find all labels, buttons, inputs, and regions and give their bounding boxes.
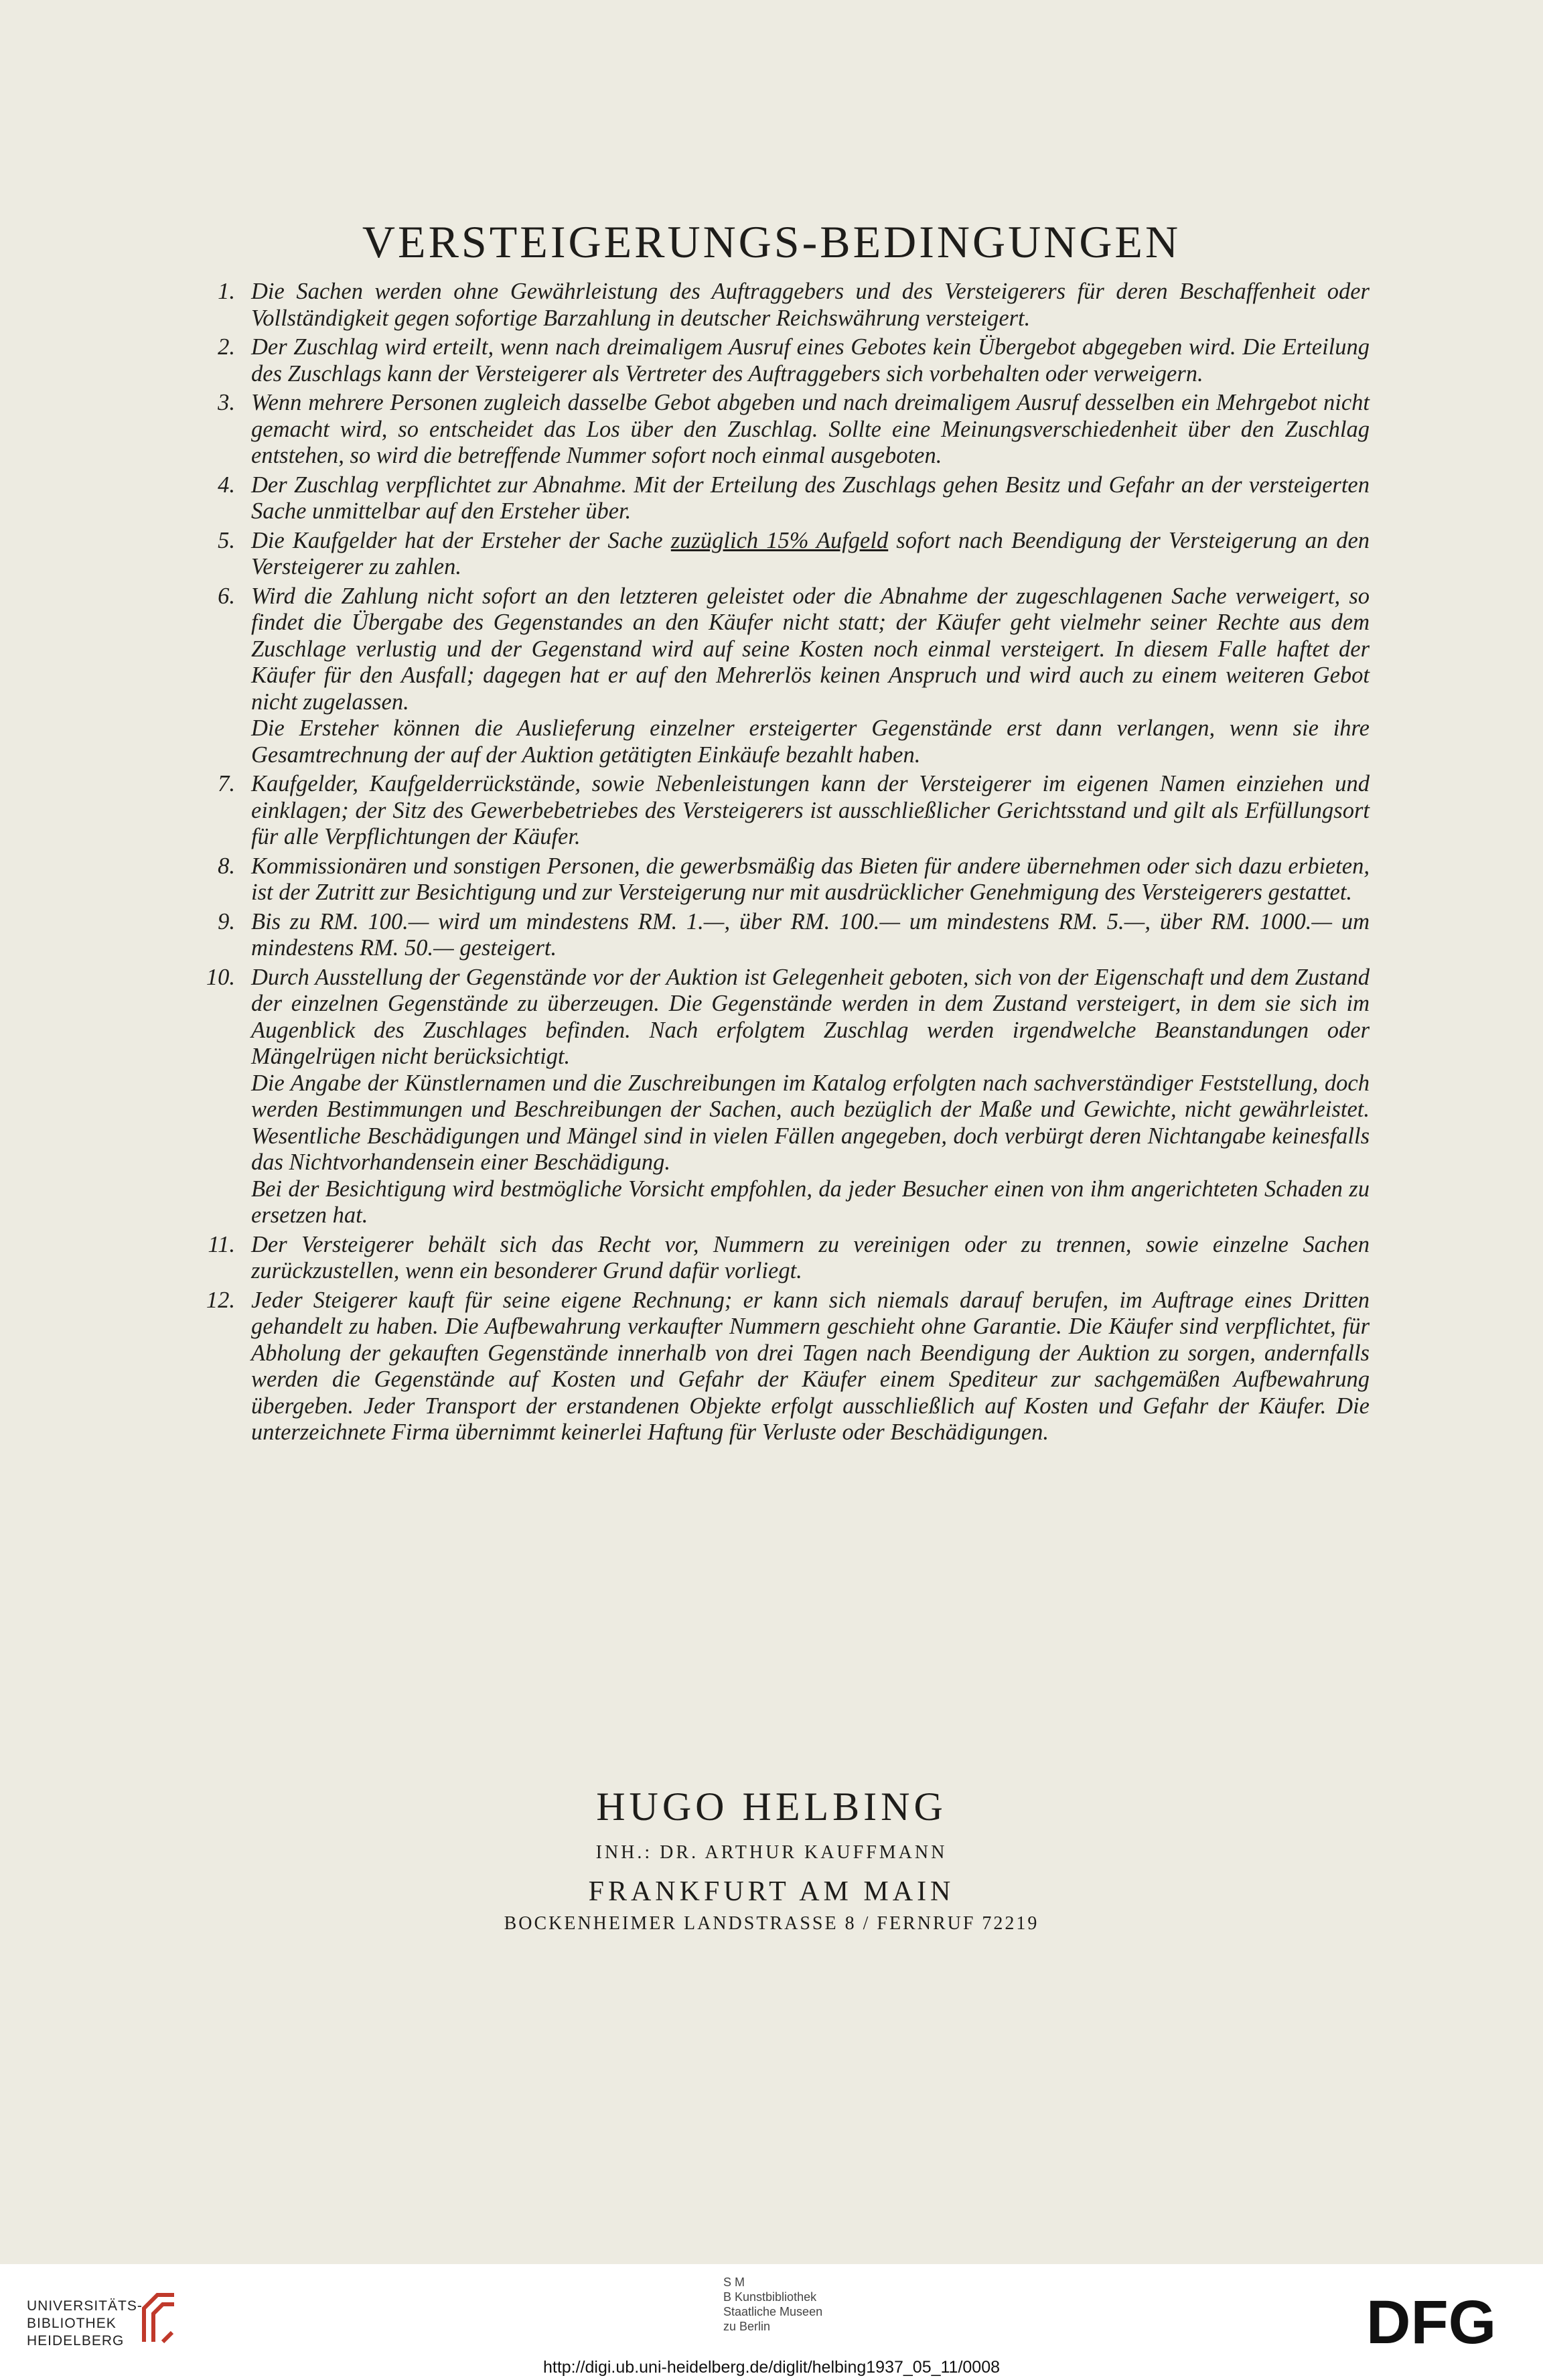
firm-city: FRANKFURT AM MAIN — [588, 1876, 955, 1907]
condition-text: Die Angabe der Künstlernamen und die Zuschreibungen im Katalog erfolgten nach sachverständiger Feststellung, doch werden Bestimmungen und Beschreibungen der Sachen, auch bezüglich der Maße und Gewichte, nicht gewährleistet. Wesentliche Beschädigungen und Mängel sind in vielen Fällen angegeben, doch verbürgt deren Nichtangabe keinesfalls das Nichtvorhandensein einer Beschädigung. — [251, 1070, 1370, 1175]
condition-text: Wenn mehrere Personen zugleich dasselbe Gebot abgeben und nach dreimaligem Ausruf desselben ein Mehrgebot nicht gemacht wird, so entscheidet das Los über den Zuschlag. Sollte eine Meinungsverschiedenheit über den Zuschlag entstehen, so wird die betreffende Nummer sofort noch einmal ausgeboten. — [251, 390, 1370, 468]
condition-number: 8. — [218, 853, 235, 879]
condition-text: Die Ersteher können die Auslieferung einzelner ersteigerter Gegenstände erst dann verlangen, wenn sie ihre Gesamtrechnung der auf der Auktion getätigten Einkäufe bezahlt haben. — [251, 715, 1370, 768]
condition-text-before: Die Kaufgelder hat der Ersteher der Sache — [251, 527, 671, 553]
condition-text: Der Zuschlag verpflichtet zur Abnahme. Mit der Erteilung des Zuschlags gehen Besitz und Gefahr an der versteigerten Sache unmittelbar auf den Ersteher über. — [251, 472, 1370, 524]
condition-text — [251, 528, 1370, 581]
condition-text: Der Versteigerer behält sich das Recht vor, Nummern zu vereinigen oder zu trennen, sowie einzelne Sachen zurückzustellen, wenn ein besonderer Grund dafür vorliegt. — [251, 1231, 1370, 1283]
condition-number: 5. — [218, 527, 235, 553]
condition-item — [218, 390, 1370, 470]
condition-text: Die Sachen werden ohne Gewährleistung des Auftraggebers und des Versteigerers für deren Beschaffenheit oder Vollständigkeit gegen sofortige Barzahlung in deutscher Reichswährung versteigert. — [251, 279, 1370, 331]
condition-item — [206, 1287, 1370, 1446]
condition-number: 6. — [218, 583, 235, 609]
stamp-line: zu Berlin — [723, 2320, 771, 2333]
condition-number: 9. — [218, 908, 235, 934]
library-label[interactable] — [27, 2298, 143, 2350]
condition-text: Durch Ausstellung der Gegenstände vor der Auktion ist Gelegenheit geboten, sich von der Eigenschaft und dem Zustand der einzelnen Gegenstände zu überzeugen. Die Gegenstände werden in dem Zustand versteigert, in dem sie sich im Augenblick des Zuschlages befinden. Nach erfolgtem Zuschlag werden irgendwelche Beanstandungen oder Mängelrügen nicht berücksichtigt. — [251, 964, 1370, 1069]
university-logo-icon[interactable] — [137, 2288, 184, 2349]
condition-text: Wird die Zahlung nicht sofort an den letzteren geleistet oder die Abnahme der zugeschlagenen Sache verweigert, so findet die Übergabe des Gegenstandes an den Käufer nicht statt; der Käufer geht vielmehr seiner Rechte aus dem Zuschlage verlustig und der Gegenstand wird auf seine Kosten noch einmal versteigert. In diesem Falle haftet der Käufer für den Ausfall; dagegen hat er auf den Mehrerlös keinen Anspruch und wird auch zu einem weiteren Gebot nicht zugelassen. — [251, 583, 1370, 715]
condition-item — [218, 908, 1370, 962]
condition-item — [218, 472, 1370, 525]
page-url-link[interactable]: http://digi.ub.uni-heidelberg.de/diglit/helbing1937_05_11/0008 — [542, 2358, 1001, 2377]
condition-text: Kaufgelder, Kaufgelderrückstände, sowie Nebenleistungen kann der Versteigerer im eigenen Namen einziehen und einklagen; der Sitz des Gewerbebetriebes des Versteigerers ist ausschließlicher Gerichtsstand und gilt als Erfüllungsort für alle Verpflichtungen der Käufer. — [251, 771, 1370, 849]
conditions-list — [206, 279, 1370, 1449]
condition-item — [218, 771, 1370, 851]
firm-owner: INH.: DR. ARTHUR KAUFFMANN — [595, 1842, 948, 1863]
condition-item — [206, 964, 1370, 1229]
condition-number: 4. — [218, 472, 235, 498]
stamp-line: S M — [723, 2276, 745, 2289]
condition-number: 7. — [218, 771, 235, 796]
condition-item — [218, 527, 1370, 581]
firm-address: BOCKENHEIMER LANDSTRASSE 8 / FERNRUF 72219 — [504, 1913, 1039, 1934]
library-stamp — [723, 2275, 822, 2334]
dfg-logo-text: DFG — [1366, 2291, 1497, 2351]
surcharge-underlined-text: zuzüglich 15% Aufgeld — [670, 527, 889, 553]
condition-text-after: sofort nach Beendigung der Versteigerung an den Versteigerer zu zahlen. — [251, 527, 1370, 579]
condition-item — [218, 583, 1370, 769]
publisher-imprint — [0, 1780, 1543, 1937]
condition-text: Bei der Besichtigung wird bestmögliche Vorsicht empfohlen, da jeder Besucher einen von ihm angerichteten Schaden zu ersetzen hat. — [251, 1176, 1370, 1228]
digitization-footer — [0, 2264, 1543, 2380]
firm-name: HUGO HELBING — [596, 1784, 947, 1829]
condition-number: 12. — [206, 1287, 235, 1313]
condition-number: 11. — [208, 1231, 235, 1257]
stamp-line: B Kunstbibliothek — [723, 2290, 817, 2304]
library-label-line: UNIVERSITÄTS- — [27, 2298, 143, 2314]
condition-number: 10. — [206, 964, 235, 990]
stamp-line: Staatliche Museen — [723, 2305, 823, 2318]
condition-text: Jeder Steigerer kauft für seine eigene Rechnung; er kann sich niemals darauf berufen, im Auftrage eines Dritten gehandelt zu haben. Die Aufbewahrung verkaufter Nummern geschieht ohne Garantie. Die Käufer sind verpflichtet, für Abholung der gekauften Gegenstände innerhalb von drei Tagen nach Beendigung der Auktion zu sorgen, andernfalls werden die Gegenstände auf Kosten und Gefahr der Käufer einem Spediteur zur sachgemäßen Aufbewahrung übergeben. Jeder Transport der erstandenen Objekte erfolgt ausschließlich auf Kosten und Gefahr der Käufer. Die unterzeichnete Firma übernimmt keinerlei Haftung für Verluste oder Beschädigungen. — [251, 1287, 1370, 1445]
condition-item — [218, 279, 1370, 332]
condition-item — [218, 853, 1370, 906]
page-title: VERSTEIGERUNGS-BEDINGUNGEN — [362, 216, 1181, 267]
library-label-line: BIBLIOTHEK — [27, 2316, 117, 2331]
library-label-line: HEIDELBERG — [27, 2333, 125, 2349]
condition-item — [218, 334, 1370, 387]
condition-number: 1. — [218, 279, 235, 304]
condition-item — [208, 1231, 1370, 1285]
condition-text: Bis zu RM. 100.— wird um mindestens RM. 1.—, über RM. 100.— um mindestens RM. 5.—, über RM. 1000.— um mindestens RM. 50.— gesteigert. — [251, 908, 1370, 961]
condition-text: Kommissionären und sonstigen Personen, die gewerbsmäßig das Bieten für andere übernehmen oder sich dazu erbieten, ist der Zutritt zur Besichtigung und zur Versteigerung nur mit ausdrücklicher Genehmigung des Versteigerers gestattet. — [251, 853, 1370, 905]
condition-text: Der Zuschlag wird erteilt, wenn nach dreimaligem Ausruf eines Gebotes kein Übergebot abgegeben wird. Die Erteilung des Zuschlags kann der Versteigerer als Vertreter des Auftraggebers sich vorbehalten oder verweigern. — [251, 334, 1370, 387]
condition-number: 2. — [218, 334, 235, 360]
condition-number: 3. — [218, 390, 235, 415]
dfg-logo-icon[interactable] — [1366, 2291, 1520, 2351]
